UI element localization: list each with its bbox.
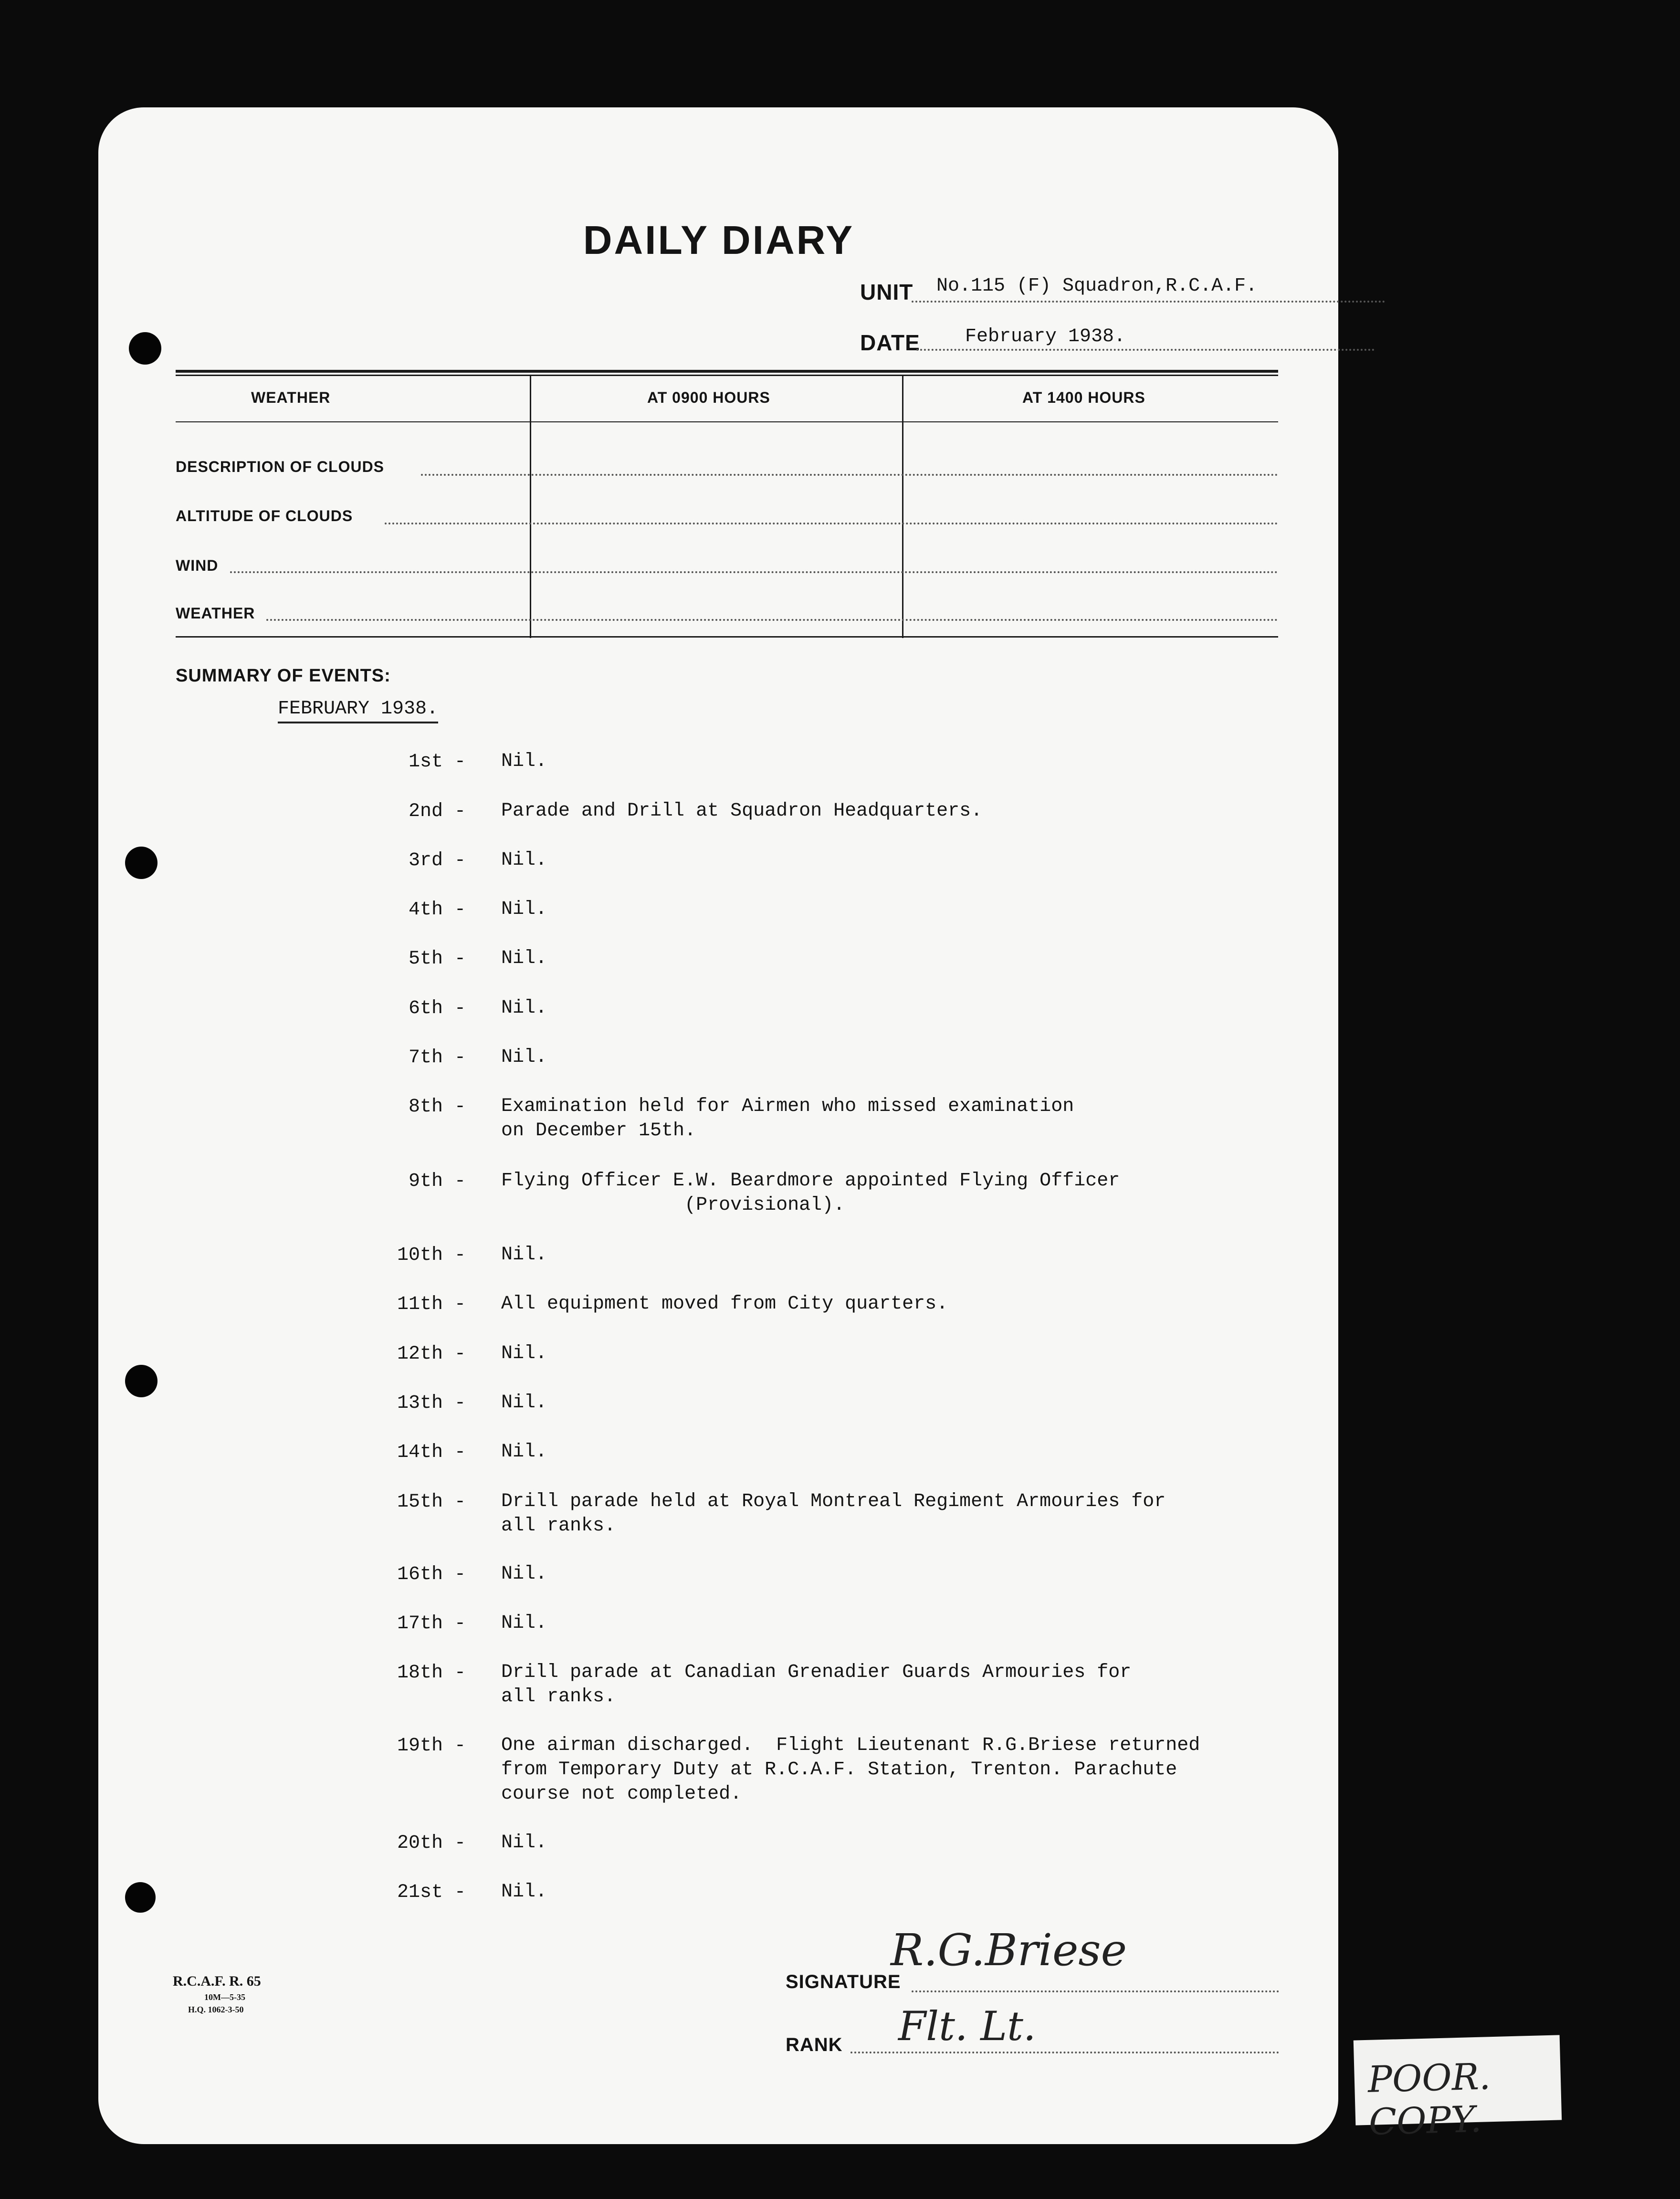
punch-hole <box>125 1882 156 1913</box>
date-dotted-line <box>916 349 1375 351</box>
signature-dotted-line <box>912 1990 1279 1992</box>
entry-day: 11th - <box>397 1294 466 1315</box>
entry-day: 4th - <box>408 899 466 921</box>
form-title: DAILY DIARY <box>583 218 855 262</box>
entry-text: Nil. <box>501 1392 547 1414</box>
form-code-line3: H.Q. 1062-3-50 <box>188 2005 244 2014</box>
entry-day: 12th - <box>397 1343 466 1365</box>
date-label: DATE <box>860 330 920 355</box>
row-altitude-of-clouds: ALTITUDE OF CLOUDS <box>176 507 353 524</box>
entry-text: Nil. <box>501 1244 547 1266</box>
entry-text: One airman discharged. Flight Lieutenant R.G.Briese returned from Temporary Duty at R.C.A.F. Station, Trenton. Parachute course not completed. <box>501 1735 1200 1805</box>
punch-hole <box>125 847 158 879</box>
poor-copy-text: POOR. COPY. <box>1367 2055 1491 2143</box>
entry-day: 3rd - <box>408 850 466 871</box>
entry-day: 17th - <box>397 1613 466 1634</box>
rank-label: RANK <box>786 2034 843 2055</box>
form-code-line1: R.C.A.F. R. 65 <box>173 1973 261 1989</box>
entry-text: Nil. <box>501 849 547 871</box>
unit-dotted-line <box>912 301 1385 303</box>
unit-value: No.115 (F) Squadron,R.C.A.F. <box>936 275 1258 297</box>
table-bottom-rule <box>176 636 1278 638</box>
entry-day: 10th - <box>397 1245 466 1266</box>
entry-day: 21st - <box>397 1882 466 1903</box>
entry-text: All equipment moved from City quarters. <box>501 1293 948 1315</box>
table-top-rule <box>176 370 1278 373</box>
form-code-line2: 10M—5-35 <box>204 1992 245 2002</box>
entry-text: Parade and Drill at Squadron Headquarters. <box>501 800 983 822</box>
entry-text: Nil. <box>501 1047 547 1068</box>
punch-hole <box>129 332 161 365</box>
entry-text: Nil. <box>501 1441 547 1463</box>
entry-day: 19th - <box>397 1735 466 1757</box>
row-description-of-clouds: DESCRIPTION OF CLOUDS <box>176 458 385 475</box>
row-dotted-line <box>266 619 1278 621</box>
col-1400-header: AT 1400 HOURS <box>1022 389 1145 406</box>
entry-day: 14th - <box>397 1442 466 1463</box>
entry-day: 2nd - <box>408 801 466 822</box>
table-top-rule-thin <box>176 375 1278 376</box>
entry-text: Nil. <box>501 1343 547 1364</box>
entry-day: 15th - <box>397 1491 466 1513</box>
month-heading: FEBRUARY 1938. <box>278 698 438 723</box>
row-dotted-line <box>230 571 1278 573</box>
rank-handwriting: Flt. Lt. <box>898 2003 1036 2050</box>
row-weather: WEATHER <box>176 605 255 622</box>
diary-page <box>98 107 1338 2144</box>
entry-text: Nil. <box>501 1881 547 1903</box>
entry-day: 6th - <box>408 998 466 1019</box>
entry-text: Nil. <box>501 997 547 1019</box>
entry-text: Nil. <box>501 1563 547 1585</box>
row-wind: WIND <box>176 557 219 574</box>
unit-label: UNIT <box>860 280 914 304</box>
entry-text: Nil. <box>501 1613 547 1634</box>
col-weather-header: WEATHER <box>251 389 331 406</box>
entry-day: 18th - <box>397 1662 466 1684</box>
entry-text: Nil. <box>501 751 547 772</box>
entry-day: 7th - <box>408 1047 466 1068</box>
entry-text: Nil. <box>501 948 547 969</box>
entry-day: 9th - <box>408 1171 466 1192</box>
row-dotted-line <box>421 474 1278 476</box>
signature-label: SIGNATURE <box>786 1971 901 1992</box>
entry-day: 20th - <box>397 1832 466 1854</box>
entry-day: 13th - <box>397 1393 466 1414</box>
poor-copy-stamp <box>1354 2035 1562 2143</box>
col-0900-header: AT 0900 HOURS <box>647 389 770 406</box>
date-value: February 1938. <box>965 326 1126 347</box>
entry-text: Flying Officer E.W. Beardmore appointed Flying Officer (Provisional). <box>501 1170 1120 1216</box>
entry-text: Examination held for Airmen who missed examination on December 15th. <box>501 1096 1074 1141</box>
entry-text: Nil. <box>501 899 547 920</box>
entry-text: Drill parade held at Royal Montreal Regiment Armouries for all ranks. <box>501 1491 1166 1537</box>
row-dotted-line <box>385 523 1278 524</box>
table-header-rule <box>176 421 1278 422</box>
rank-dotted-line <box>850 2052 1279 2053</box>
entry-day: 16th - <box>397 1564 466 1585</box>
signature-handwriting: R.G.Briese <box>891 1925 1127 1976</box>
entry-text: Nil. <box>501 1832 547 1853</box>
entry-day: 8th - <box>408 1096 466 1118</box>
entry-day: 5th - <box>408 948 466 970</box>
entry-text: Drill parade at Canadian Grenadier Guards Armouries for all ranks. <box>501 1662 1132 1707</box>
table-divider-2 <box>902 375 903 638</box>
table-divider-1 <box>530 375 531 638</box>
entry-day: 1st - <box>408 751 466 773</box>
punch-hole <box>125 1365 158 1397</box>
summary-heading: SUMMARY OF EVENTS: <box>176 666 391 686</box>
